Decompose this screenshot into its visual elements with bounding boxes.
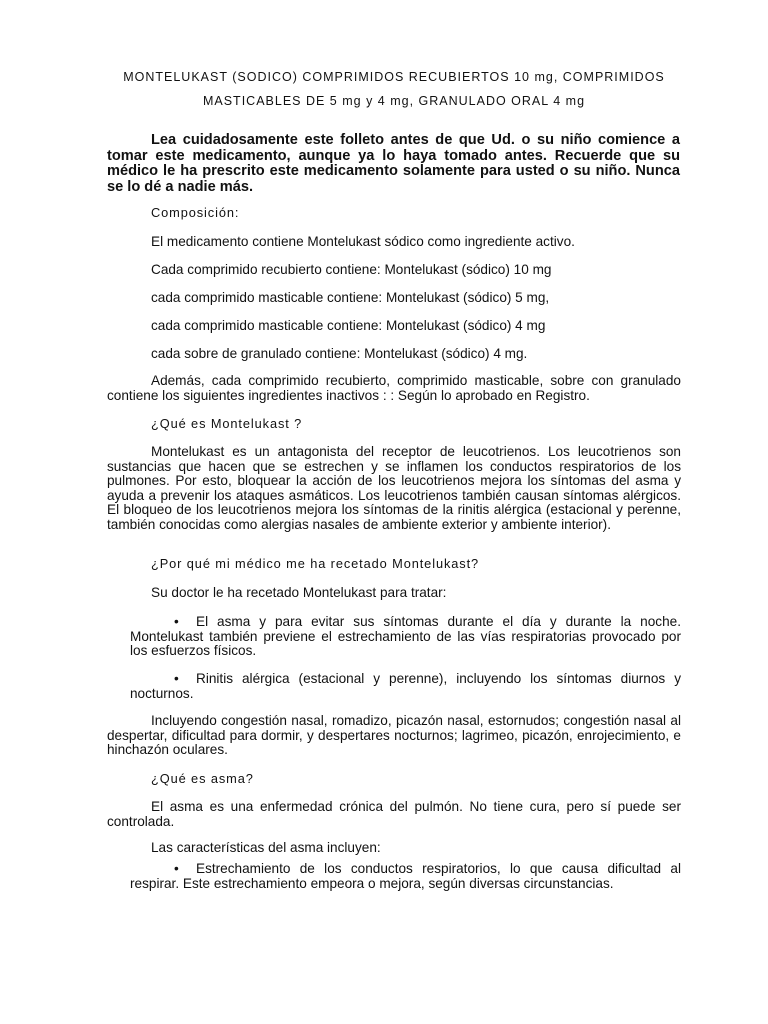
heading-por-que: ¿Por qué mi médico me ha recetado Montelukast? [151, 556, 480, 571]
por-que-intro: Su doctor le ha recetado Montelukast para tratar: [151, 585, 447, 600]
document-title-line-1: MONTELUKAST (SODICO) COMPRIMIDOS RECUBIERTOS 10 mg, COMPRIMIDOS [123, 70, 665, 84]
bullet-icon: • [174, 614, 179, 629]
list-item-text: El asma y para evitar sus síntomas durante el día y durante la noche. Montelukast también previene el estrechamiento de las vías respiratorias provocado por los esfuerzos físicos. [130, 614, 681, 658]
asma-paragraph: El asma es una enfermedad crónica del pulmón. No tiene cura, pero sí puede ser controlada. [107, 799, 681, 829]
composicion-line: cada sobre de granulado contiene: Montelukast (sódico) 4 mg. [151, 346, 528, 361]
composicion-line: cada comprimido masticable contiene: Montelukast (sódico) 5 mg, [151, 290, 550, 305]
caracteristicas-intro: Las características del asma incluyen: [151, 840, 381, 855]
bullet-icon: • [174, 861, 179, 876]
composicion-line: El medicamento contiene Montelukast sódico como ingrediente activo. [151, 234, 575, 249]
list-item [130, 615, 681, 659]
composicion-line: Cada comprimido recubierto contiene: Montelukast (sódico) 10 mg [151, 262, 552, 277]
document-title-line-2: MASTICABLES DE 5 mg y 4 mg, GRANULADO ORAL 4 mg [202, 94, 586, 108]
heading-que-es-asma: ¿Qué es asma? [151, 771, 254, 786]
heading-que-es-montelukast: ¿Qué es Montelukast ? [151, 416, 303, 431]
bullet-icon: • [174, 671, 179, 686]
intro-warning: Lea cuidadosamente este folleto antes de que Ud. o su niño comience a tomar este medicamento, aunque ya lo haya tomado antes. Recuerde que su médico le ha prescrito este medicamento solamente para usted o su niño. Nunca se lo dé a nadie más. [107, 132, 680, 195]
list-item-text: Estrechamiento de los conductos respiratorios, lo que causa dificultad al respirar. Este estrechamiento empeora o mejora, según diversas circunstancias. [130, 861, 681, 891]
composicion-line: cada comprimido masticable contiene: Montelukast (sódico) 4 mg [151, 318, 546, 333]
heading-composicion: Composición: [151, 205, 240, 220]
inactive-ingredients-paragraph: Además, cada comprimido recubierto, comprimido masticable, sobre con granulado contiene los siguientes ingredientes inactivos : : Según lo aprobado en Registro. [107, 373, 681, 403]
symptoms-paragraph: Incluyendo congestión nasal, romadizo, picazón nasal, estornudos; congestión nasal al despertar, dificultad para dormir, y despertares nocturnos; lagrimeo, picazón, enrojecimiento, e hinchazón oculares. [107, 713, 681, 757]
list-item [130, 862, 681, 891]
list-item-text: Rinitis alérgica (estacional y perenne), incluyendo los síntomas diurnos y nocturnos. [130, 671, 681, 701]
list-item [130, 672, 681, 701]
que-es-montelukast-paragraph: Montelukast es un antagonista del receptor de leucotrienos. Los leucotrienos son sustancias que hacen que se estrechen y se inflamen los conductos respiratorios de los pulmones. Por esto, bloquear la acción de los leucotrienos mejora los síntomas del asma y ayuda a prevenir los ataques asmáticos. Los leucotrienos también causan síntomas alérgicos. El bloqueo de los leucotrienos mejora los síntomas de la rinitis alérgica (estacional y perenne, también conocidas como alergias nasales de ambiente exterior y ambiente interior). [107, 444, 681, 532]
